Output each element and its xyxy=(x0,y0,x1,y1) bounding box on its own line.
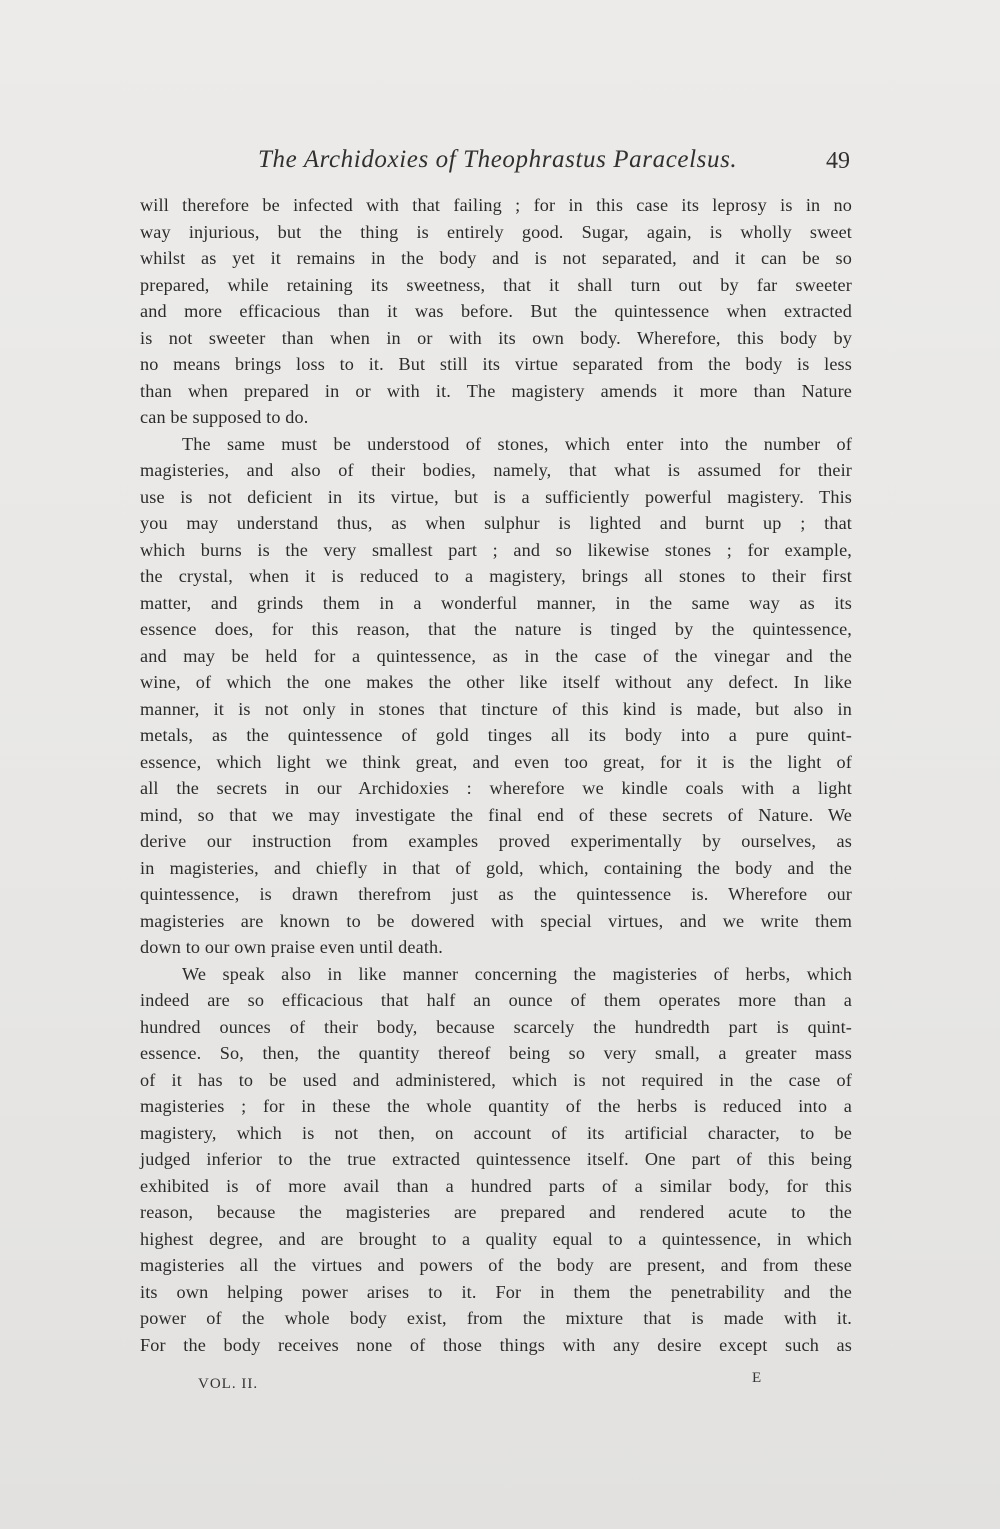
text-line: of it has to be used and administered, which is not required in the case of xyxy=(140,1069,852,1090)
text-line: can be supposed to do. xyxy=(140,407,309,427)
text-line: magisteries, and also of their bodies, namely, that what is assumed for their xyxy=(140,460,852,480)
text-line: prepared, while retaining its sweetness, that it shall turn out by far sweeter xyxy=(140,274,852,295)
text-line: wine, of which the one makes the other like itself without any defect. In like xyxy=(140,672,852,692)
text-line: and more efficacious than it was before. But the quintessence when extracted xyxy=(140,301,852,321)
text-line: way injurious, but the thing is entirely good. Sugar, again, is wholly sweet xyxy=(140,221,852,242)
text-line: magisteries ; for in these the whole quantity of the herbs is reduced into a xyxy=(140,1096,852,1116)
text-line: indeed are so efficacious that half an ounce of them operates more than a xyxy=(140,990,852,1010)
text-line: mind, so that we may investigate the final end of these secrets of Nature. We xyxy=(140,804,852,825)
text-line: reason, because the magisteries are prepared and rendered acute to the xyxy=(140,1202,852,1222)
text-line: metals, as the quintessence of gold tinges all its body into a pure quint- xyxy=(140,725,852,745)
text-line: in magisteries, and chiefly in that of gold, which, containing the body and the xyxy=(140,857,852,878)
text-line: exhibited is of more avail than a hundred parts of a similar body, for this xyxy=(140,1175,852,1196)
text-line: hundred ounces of their body, because scarcely the hundredth part is quint- xyxy=(140,1016,852,1037)
text-line: highest degree, and are brought to a quality equal to a quintessence, in which xyxy=(140,1228,852,1249)
text-line: whilst as yet it remains in the body and is not separated, and it can be so xyxy=(140,248,852,268)
text-line: For the body receives none of those things with any desire except such as xyxy=(140,1334,852,1355)
text-line: than when prepared in or with it. The magistery amends it more than Nature xyxy=(140,380,852,401)
text-line: essence. So, then, the quantity thereof being so very small, a greater mass xyxy=(140,1043,852,1063)
text-line: use is not deficient in its virtue, but is a sufficiently powerful magistery. This xyxy=(140,486,852,507)
text-line: is not sweeter than when in or with its own body. Wherefore, this body by xyxy=(140,327,852,348)
text-line: the crystal, when it is reduced to a magistery, brings all stones to their first xyxy=(140,566,852,586)
text-line: and may be held for a quintessence, as in the case of the vinegar and the xyxy=(140,645,852,666)
text-line: its own helping power arises to it. For in them the penetrability and the xyxy=(140,1281,852,1302)
text-line: will therefore be infected with that failing ; for in this case its leprosy is in no xyxy=(140,195,852,215)
text-line: magisteries are known to be dowered with special virtues, and we write them xyxy=(140,910,852,931)
text-line: manner, it is not only in stones that tincture of this kind is made, but also in xyxy=(140,698,852,719)
page-footer xyxy=(140,1370,852,1398)
text-line: magistery, which is not then, on account of its artificial character, to be xyxy=(140,1122,852,1143)
text-line: derive our instruction from examples proved experimentally by ourselves, as xyxy=(140,831,852,851)
text-line: you may understand thus, as when sulphur is lighted and burnt up ; that xyxy=(140,513,852,533)
text-line: which burns is the very smallest part ; and so likewise stones ; for example, xyxy=(140,539,852,560)
text-line: magisteries all the virtues and powers of the body are present, and from these xyxy=(140,1255,852,1275)
text-line: judged inferior to the true extracted quintessence itself. One part of this being xyxy=(140,1149,852,1169)
text-line: no means brings loss to it. But still its virtue separated from the body is less xyxy=(140,354,852,374)
text-line: power of the whole body exist, from the mixture that is made with it. xyxy=(140,1308,852,1328)
running-title: The Archidoxies of Theophrastus Paracelsus. xyxy=(258,146,738,173)
text-line: The same must be understood of stones, which enter into the number of xyxy=(182,433,852,454)
text-line: We speak also in like manner concerning the magisteries of herbs, which xyxy=(182,963,852,984)
text-line: matter, and grinds them in a wonderful manner, in the same way as its xyxy=(140,592,852,613)
text-line: essence, which light we think great, and even too great, for it is the light of xyxy=(140,751,852,772)
text-line: all the secrets in our Archidoxies : wherefore we kindle coals with a light xyxy=(140,778,852,798)
page-number: 49 xyxy=(826,148,850,174)
page-header xyxy=(140,146,852,182)
volume-marker: VOL. II. xyxy=(198,1376,259,1392)
text-line: essence does, for this reason, that the nature is tinged by the quintessence, xyxy=(140,619,852,639)
signature-mark: E xyxy=(752,1370,763,1386)
text-line: down to our own praise even until death. xyxy=(140,937,443,957)
body-text xyxy=(140,192,852,1358)
text-line: quintessence, is drawn therefrom just as the quintessence is. Wherefore our xyxy=(140,884,852,904)
